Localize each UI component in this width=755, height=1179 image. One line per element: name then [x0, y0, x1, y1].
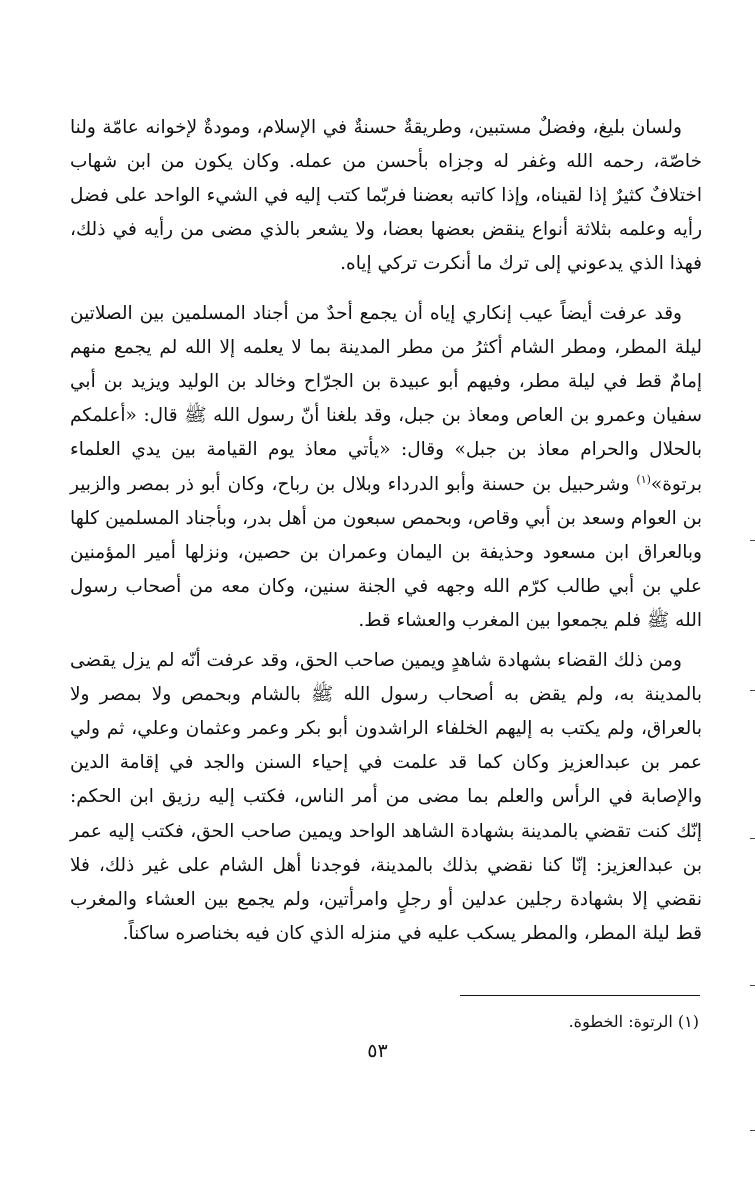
paragraph-3: ومن ذلك القضاء بشهادة شاهدٍ ويمين صاحب الحق، وقد عرفت أنّه لم يزل يقضى بالمدينة به، ولم يقض به أصحاب رسول الله ﷺ بالشام وبحمص ولا بمصر ولا بالعراق، ولم يكتب به إليهم الخلفاء الراشدون أبو بكر وعمر وعثمان وعلي، ثم ولي عمر بن عبدالعزيز وكان كما قد علمت في إحياء السنن والجد في إقامة الدين والإصابة في الرأس والعلم بما مضى من أمر الناس، فكتب إليه رزيق ابن الحكم: إنّك كنت تقضي بالمدينة بشهادة الشاهد الواحد ويمين صاحب الحق، فكتب إليه عمر بن عبدالعزيز: إنّا كنا نقضي بذلك بالمدينة، فوجدنا أهل الشام على غير ذلك، فلا نقضي إلا بشهادة رجلين عدلين أو رجلٍ وامرأتين، ولم يجمع بين العشاء والمغرب قط ليلة المطر، والمطر يسكب عليه في منزله الذي كان فيه بخناصره ساكناً. — [70, 649, 702, 945]
footnote-reference: (١) — [636, 472, 651, 486]
edge-mark — [750, 1130, 755, 1131]
footnote-text: (١) الرتوة: الخطوة. — [568, 1012, 699, 1031]
edge-mark — [750, 838, 755, 839]
edge-mark — [750, 985, 755, 986]
paragraph-2 — [70, 297, 702, 639]
edge-mark — [750, 690, 755, 691]
paragraph-1: ولسان بليغ، وفضلٌ مستبين، وطريقةٌ حسنةٌ في الإسلام، ومودةٌ لإخوانه عامّة ولنا خاصّة، رحمه الله وغفر له وجزاه بأحسن من عمله. وكان يكون من ابن شهاب اختلافٌ كثيرٌ إذا لقيناه، وإذا كاتبه بعضنا فربّما كتب إليه في الشيء الواحد على فضل رأيه وعلمه بثلاثة أنواع ينقض بعضها بعضا، ولا يشعر بالذي مضى من رأيه في ذلك، فهذا الذي يدعوني إلى ترك ما أنكرت تركي إياه. — [70, 116, 702, 275]
edge-mark — [750, 540, 755, 541]
footnote-divider — [460, 995, 700, 996]
page-number: ٥٣ — [367, 1040, 388, 1062]
paragraph-2-part-2: وشرحبيل بن حسنة وأبو الدرداء وبلال بن رباح، وكان أبو ذر بمصر والزبير بن العوام وسعد بن أبي وقاص، وبحمص سبعون من أهل بدر، وبأجناد المسلمين كلها وبالعراق ابن مسعود وحذيفة بن اليمان وعمران بن حصين، ونزلها أمير المؤمنين علي بن أبي طالب كرّم الله وجهه في الجنة سنين، وكان معه من أصحاب رسول الله ﷺ فلم يجمعوا بين المغرب والعشاء قط. — [70, 473, 702, 632]
paragraph-2-part-1: وقد عرفت أيضاً عيب إنكاري إياه أن يجمع أحدٌ من أجناد المسلمين بين الصلاتين ليلة المطر، ومطر الشام أكثرُ من مطر المدينة بما لا يعلمه إلا الله لم يجمع منهم إمامٌ قط في ليلة مطر، وفيهم أبو عبيدة بن الجرّاح وخالد بن الوليد ويزيد بن أبي سفيان وعمرو بن العاص ومعاذ بن جبل، وقد بلغنا أنّ رسول الله ﷺ قال: «أعلمكم بالحلال والحرام معاذ بن جبل» وقال: «يأتي معاذ يوم القيامة بين يدي العلماء برتوة» — [70, 302, 702, 495]
